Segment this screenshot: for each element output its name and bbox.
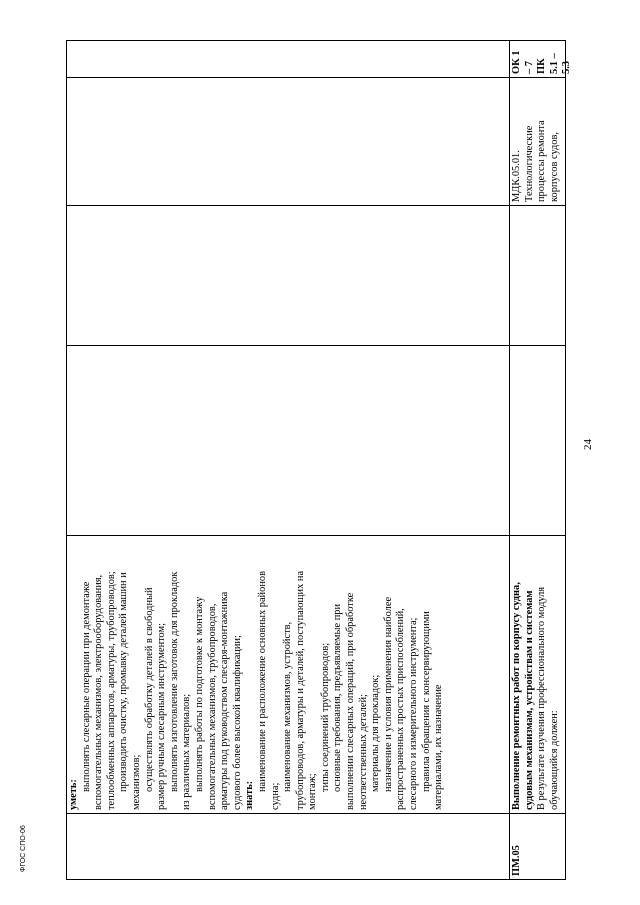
section-heading: знать: <box>244 780 256 810</box>
skill-line: монтаж; <box>307 773 319 810</box>
table-cell-hours-2 <box>67 206 509 346</box>
footer-code: ФГОС СПО-06 <box>20 825 27 872</box>
module-title-cell <box>510 536 565 814</box>
table-cell-hours-2 <box>510 206 565 346</box>
table-cell-code <box>67 814 509 880</box>
skill-line: арматуры под руководством слесаря-монтажника <box>219 591 231 810</box>
table-row <box>66 40 510 880</box>
table-cell-hours <box>510 346 565 536</box>
skill-line: трубопроводов, арматуры и деталей, поступающих на <box>294 570 306 810</box>
mdk-line: процессы ремонта <box>536 120 548 202</box>
curriculum-table <box>66 40 573 880</box>
module-title-line: Выполнение ремонтных работ по корпусу судна, <box>511 582 522 810</box>
table-cell-competencies <box>67 40 509 78</box>
section-heading: уметь: <box>68 779 79 810</box>
mdk-line: корпусов судов, <box>548 132 560 202</box>
module-desc-line: обучающийся должен: <box>548 710 560 810</box>
module-desc-line: В результате изучения профессионального модуля <box>536 586 548 810</box>
table-cell-hours <box>67 346 509 536</box>
skill-line: распространенных простых приспособлений, <box>395 608 407 810</box>
skill-line: наименование механизмов, устройств, <box>282 621 294 792</box>
table-row <box>510 40 573 880</box>
skill-line: типы соединений трубопроводов; <box>319 642 331 792</box>
skill-line: выполнять работы по подготовке к монтажу <box>193 596 205 792</box>
skill-line: материалы для прокладок; <box>370 674 382 792</box>
module-title-line: судовым механизмам, устройствам и системам <box>523 590 535 810</box>
skill-line: выполнять слесарные операции при демонтаже <box>80 581 92 792</box>
skill-line: выполнять изготовление заготовок для прокладок <box>168 571 180 792</box>
skill-line: неответственных деталей; <box>357 694 369 810</box>
skill-line: производить очистку, промывку деталей машин и <box>118 572 130 792</box>
skill-line: из различных материалов; <box>181 693 193 810</box>
mdk-cell <box>510 78 565 206</box>
skill-line: судового более высокой квалификации; <box>231 635 243 810</box>
table-cell-mdk <box>67 78 509 206</box>
competency-ok: ОК 1 – 7 <box>511 50 535 74</box>
skills-knowledge-cell <box>67 536 509 814</box>
module-code: ПМ.05 <box>510 814 565 880</box>
skill-line: правила обращения с консервирующими <box>420 611 432 792</box>
skill-line: механизмов; <box>130 754 142 810</box>
skill-line: судна; <box>269 782 281 810</box>
skill-line: назначение и условия применения наиболее <box>382 596 394 792</box>
skill-line: наименование и расположение основных районов <box>256 571 268 792</box>
skill-line: теплообменных аппаратов, арматуры, трубопроводов; <box>105 571 117 810</box>
skill-line: размер ручным слесарным инструментом; <box>156 623 168 810</box>
competencies-cell <box>510 40 573 78</box>
skill-line: осуществлять обработку деталей в свободный <box>143 587 155 792</box>
competency-pk: ПК 5.1 – 5.3 <box>536 53 573 74</box>
mdk-line: МДК.05.01. <box>511 150 522 202</box>
skill-line: материалами, их назначение <box>433 684 445 810</box>
skill-line: вспомогательных механизмов, трубопроводов, <box>206 603 218 810</box>
skill-line: основные требования, предъявляемые при <box>332 603 344 792</box>
skill-line: вспомогательных механизмов, электрооборудования, <box>93 574 105 810</box>
skill-line: слесарного и измерительного инструмента; <box>408 617 420 810</box>
skill-line: выполнении слесарных операций, при обработке <box>345 592 357 810</box>
mdk-line: Технологические <box>523 125 535 202</box>
page-number: 24 <box>582 439 594 450</box>
